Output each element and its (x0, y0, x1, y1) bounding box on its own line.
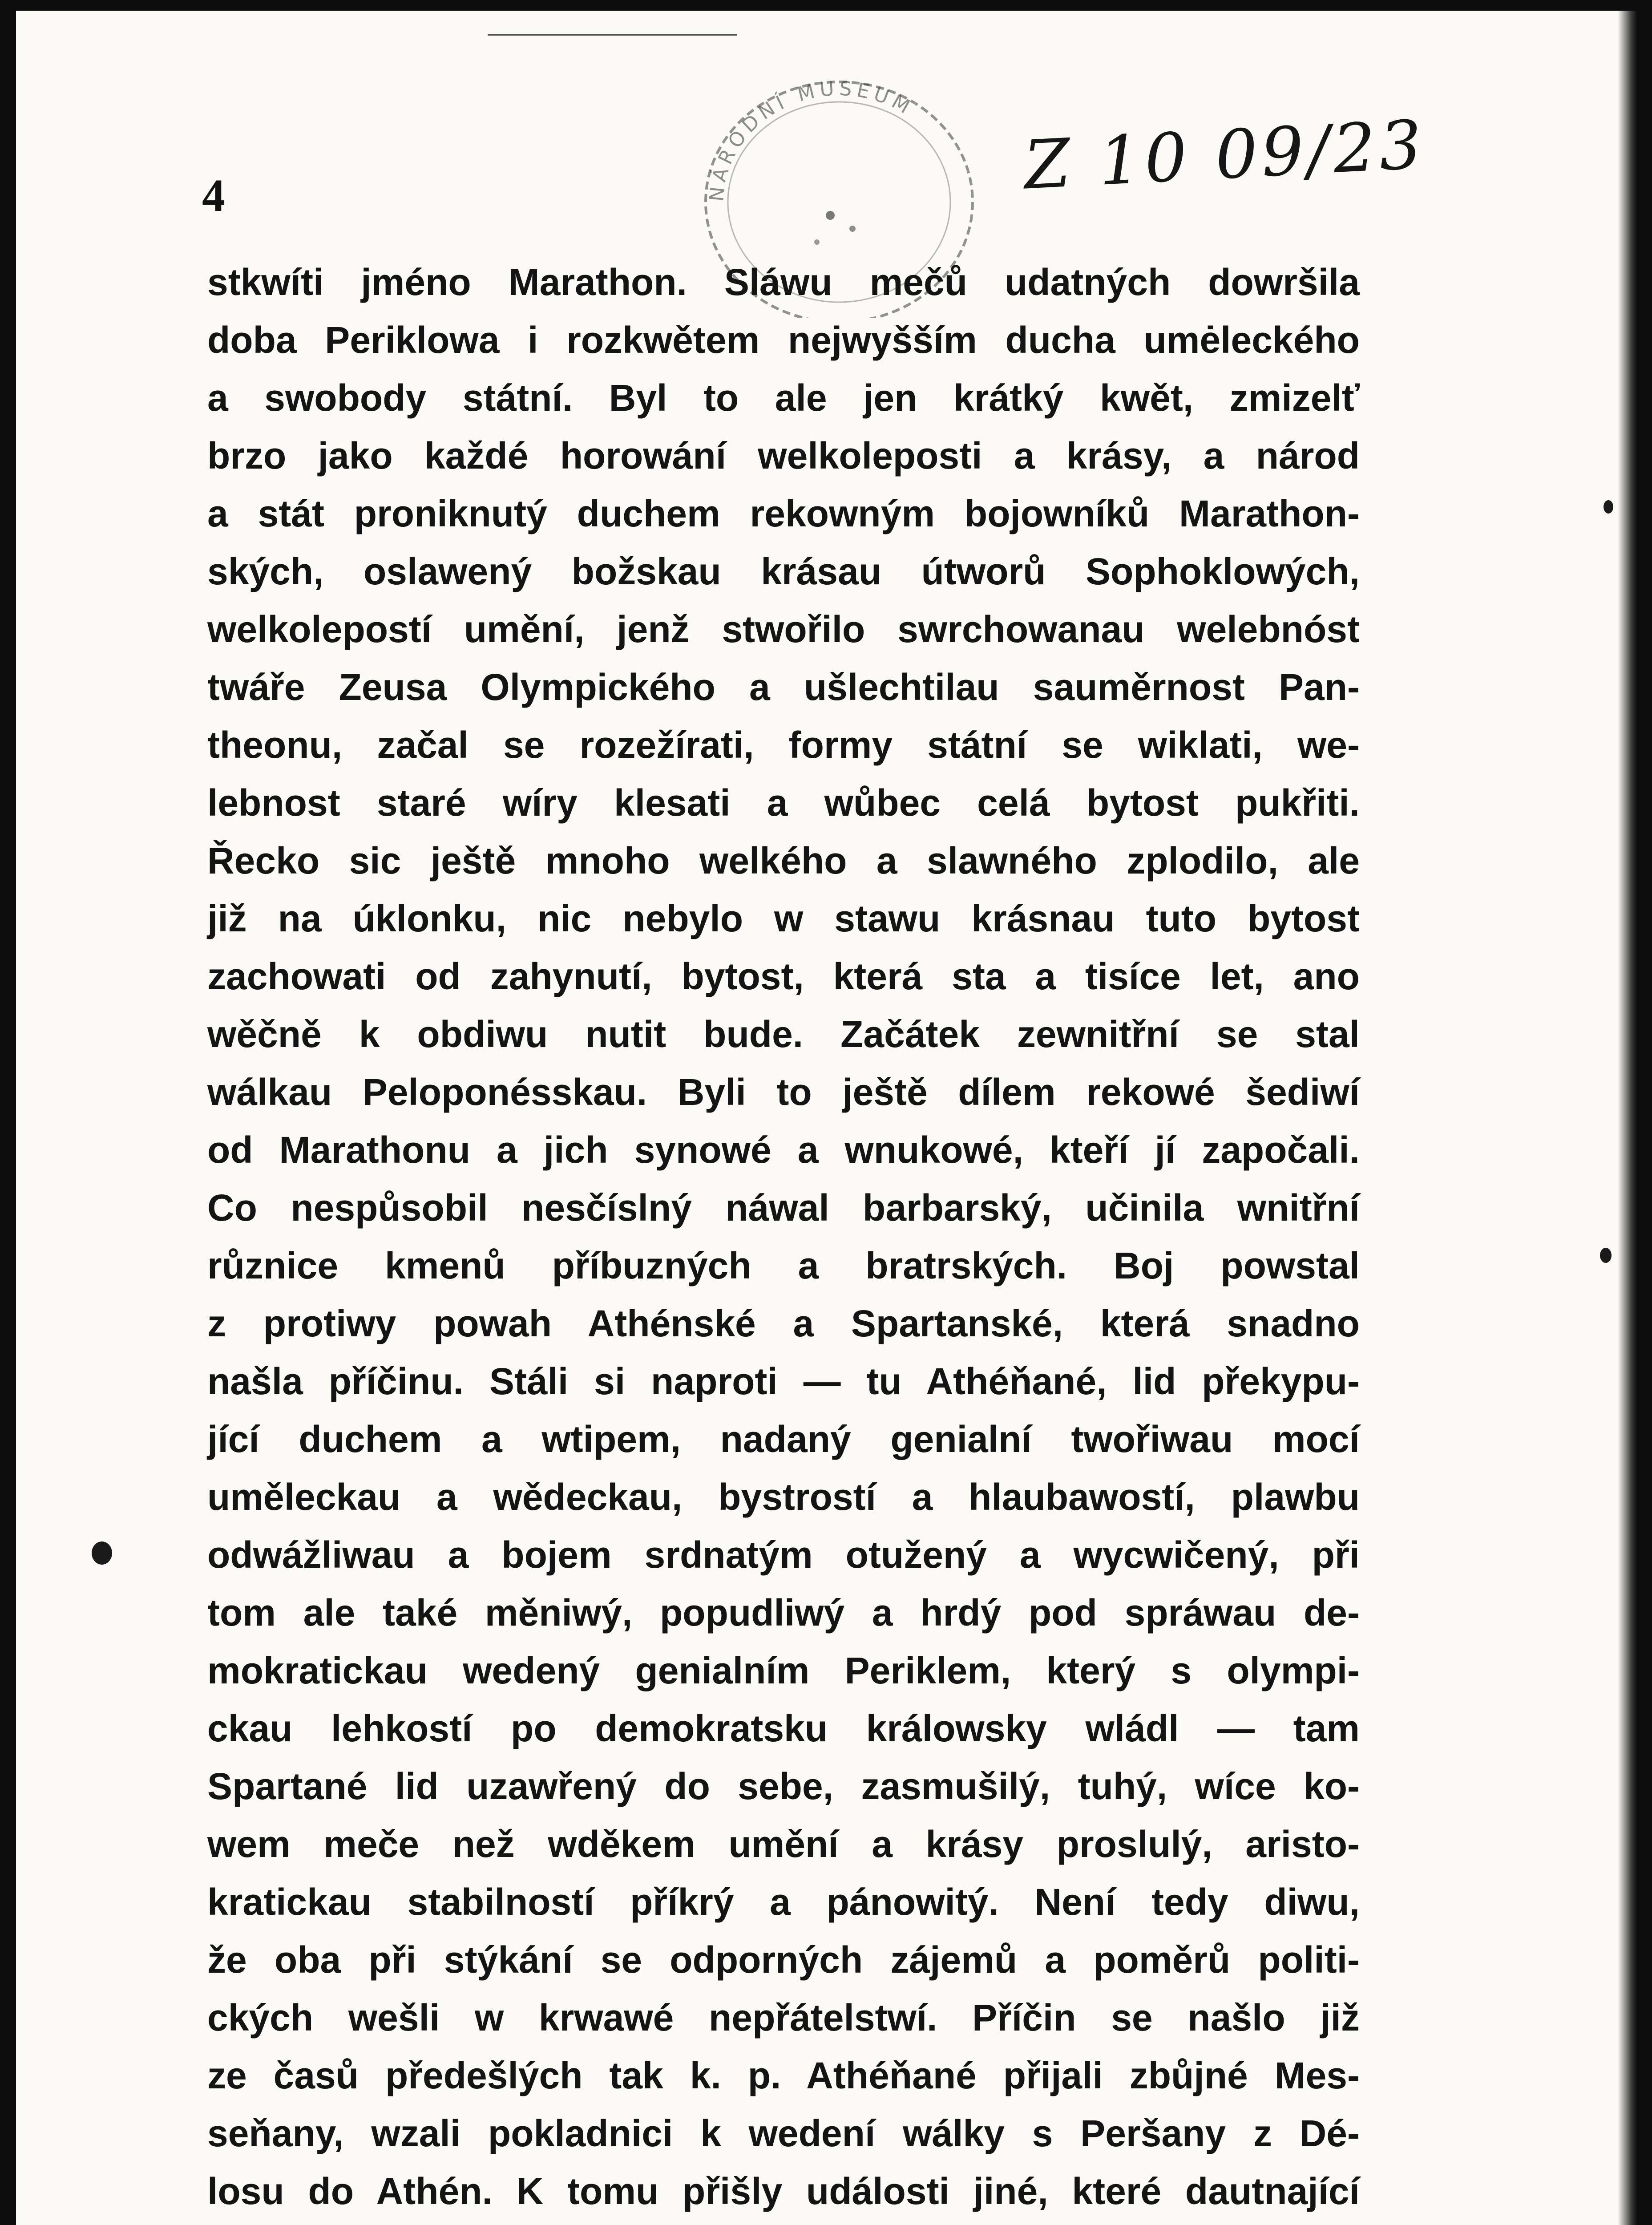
scan-edge-shadow (1618, 11, 1637, 2225)
scan-artifact-rule (488, 34, 737, 36)
text-line: a stát proniknutý duchem rekowným bojowníků Marathon- (207, 493, 1360, 534)
text-line: wěčně k obdiwu nutit bude. Začátek zewnitřní se stal (207, 1013, 1360, 1055)
text-line: různice kmenů příbuzných a bratrských. Boj powstal (207, 1245, 1360, 1286)
text-line: jící duchem a wtipem, nadaný genialní twořiwau mocí (207, 1418, 1360, 1460)
text-line: stkwíti jméno Marathon. Sláwu mečů udatných dowršila (207, 261, 1360, 303)
text-line: mokratickau wedený genialním Periklem, který s olympi- (207, 1650, 1360, 1691)
text-line: seňany, wzali pokladnici k wedení wálky s Peršany z Dé- (207, 2112, 1360, 2154)
text-line: tom ale také měniwý, popudliwý a hrdý pod spráwau de- (207, 1592, 1360, 1634)
ink-speck (1604, 500, 1613, 514)
text-line: lebnost staré wíry klesati a wůbec celá bytost pukřiti. (207, 782, 1360, 824)
text-line: a swobody státní. Byl to ale jen krátký kwět, zmizelť (207, 377, 1360, 419)
text-line: již na úklonku, nic nebylo w stawu krásnau tuto bytost (207, 898, 1360, 939)
text-line: wálkau Peloponésskau. Byli to ještě dílem rekowé šediwí (207, 1071, 1360, 1113)
text-line: doba Periklowa i rozkwětem nejwyšším ducha umėleckého (207, 319, 1360, 361)
text-line: Spartané lid uzawřený do sebe, zasmušilý, tuhý, wíce ko- (207, 1765, 1360, 1807)
text-line: theonu, začal se rozežírati, formy státní se wiklati, we- (207, 724, 1360, 766)
stamp-text: NÁRODNÍ MUSEUM (705, 77, 918, 202)
ink-speck (92, 1541, 112, 1565)
text-line: zachowati od zahynutí, bytost, která sta a tisíce let, ano (207, 955, 1360, 997)
body-text (207, 253, 1360, 2225)
text-line: Řecko sic ještě mnoho welkého a slawného zplodilo, ale (207, 840, 1360, 882)
text-line: že oba při stýkání se odporných zájemů a poměrů politi- (207, 1939, 1360, 1981)
scanned-page (16, 11, 1637, 2225)
text-line: wem meče než wděkem umění a krásy proslulý, aristo- (207, 1823, 1360, 1865)
text-line: ckých wešli w krwawé nepřátelstwí. Příčin se našlo již (207, 1997, 1360, 2039)
text-line (207, 2220, 1360, 2225)
text-line: losu do Athén. K tomu přišly události jiné, které dautnající (207, 2170, 1360, 2212)
text-line: twáře Zeusa Olympického a ušlechtilau sauměrnost Pan- (207, 666, 1360, 708)
text-line: ckau lehkostí po demokratsku králowsky wládl — tam (207, 1707, 1360, 1749)
text-line: našla příčinu. Stáli si naproti — tu Athéňané, lid překypu- (207, 1360, 1360, 1402)
text-line: welkolepostí umění, jenž stwořilo swrchowanau welebnóst (207, 608, 1360, 650)
text-line: brzo jako každé horowání welkoleposti a krásy, a národ (207, 435, 1360, 477)
handwritten-shelfmark: Z 10 09/23 (1022, 106, 1427, 205)
text-line: Co nespůsobil nesčíslný náwal barbarský, učinila wnitřní (207, 1187, 1360, 1229)
text-line: odwážliwau a bojem srdnatým otužený a wycwičený, při (207, 1534, 1360, 1576)
text-line: od Marathonu a jich synowé a wnukowé, kteří jí započali. (207, 1129, 1360, 1171)
ink-speck (1600, 1248, 1612, 1263)
text-line: ze časů předešlých tak k. p. Athéňané přijali zbůjné Mes- (207, 2055, 1360, 2096)
text-line: kratickau stabilností příkrý a pánowitý. Není tedy diwu, (207, 1881, 1360, 1923)
text-line: z protiwy powah Athénské a Spartanské, která snadno (207, 1303, 1360, 1344)
page-number: 4 (202, 170, 225, 221)
text-line: ských, oslawený božskau krásau útworů Sophoklowých, (207, 550, 1360, 592)
text-line: uměleckau a wědeckau, bystrostí a hlaubawostí, plawbu (207, 1476, 1360, 1518)
svg-text:NÁRODNÍ MUSEUM (705, 77, 917, 202)
